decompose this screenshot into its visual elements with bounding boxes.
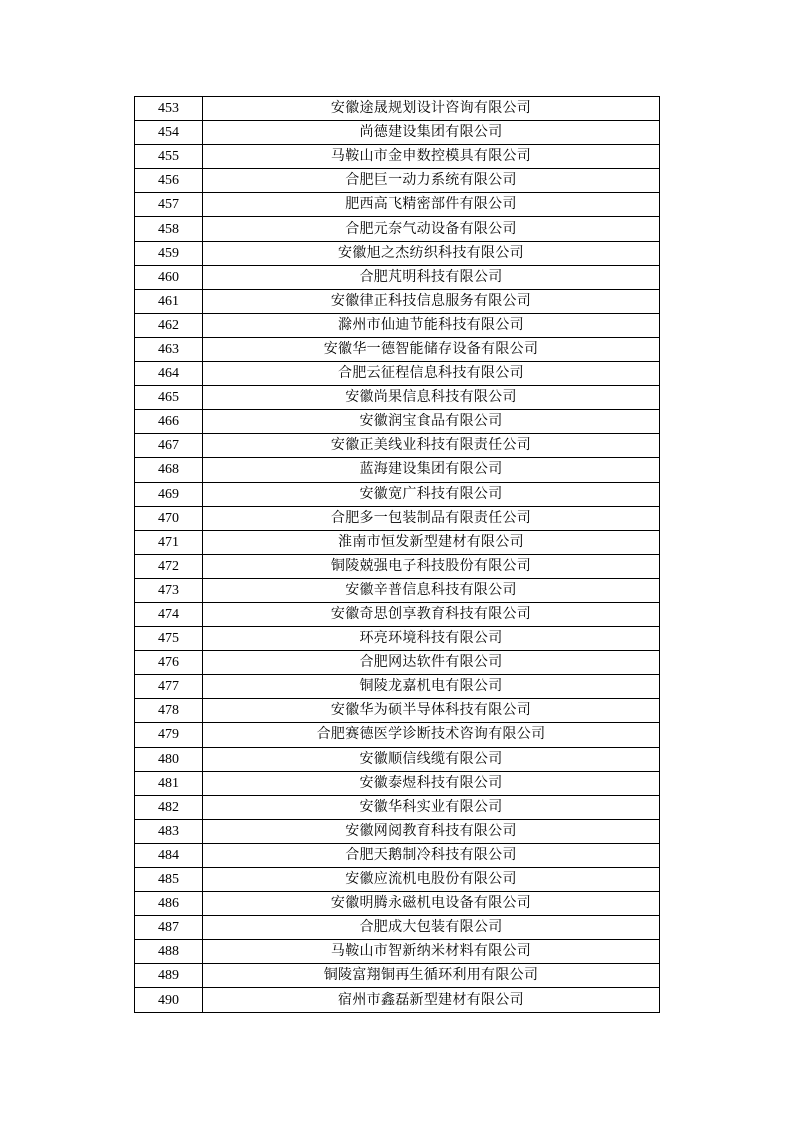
company-name-cell: 滁州市仙迪节能科技有限公司 — [203, 313, 660, 337]
company-name-cell: 安徽宽广科技有限公司 — [203, 482, 660, 506]
table-row — [135, 747, 660, 771]
company-name-cell: 安徽律正科技信息服务有限公司 — [203, 289, 660, 313]
table-row — [135, 313, 660, 337]
table-row — [135, 795, 660, 819]
table-row — [135, 892, 660, 916]
row-number-cell: 465 — [135, 386, 203, 410]
table-row — [135, 362, 660, 386]
table-row — [135, 241, 660, 265]
table-row — [135, 265, 660, 289]
row-number-cell: 462 — [135, 313, 203, 337]
table-row — [135, 530, 660, 554]
company-name-cell: 安徽尚果信息科技有限公司 — [203, 386, 660, 410]
row-number-cell: 458 — [135, 217, 203, 241]
row-number-cell: 478 — [135, 699, 203, 723]
company-name-cell: 马鞍山市智新纳米材料有限公司 — [203, 940, 660, 964]
row-number-cell: 466 — [135, 410, 203, 434]
company-name-cell: 合肥网达软件有限公司 — [203, 651, 660, 675]
table-row — [135, 121, 660, 145]
row-number-cell: 483 — [135, 819, 203, 843]
table-row — [135, 410, 660, 434]
row-number-cell: 477 — [135, 675, 203, 699]
company-list-table — [134, 96, 660, 1013]
company-name-cell: 安徽华科实业有限公司 — [203, 795, 660, 819]
company-name-cell: 安徽明腾永磁机电设备有限公司 — [203, 892, 660, 916]
table-row — [135, 337, 660, 361]
table-row — [135, 940, 660, 964]
row-number-cell: 488 — [135, 940, 203, 964]
company-name-cell: 安徽华一德智能储存设备有限公司 — [203, 337, 660, 361]
table-row — [135, 578, 660, 602]
row-number-cell: 453 — [135, 97, 203, 121]
row-number-cell: 470 — [135, 506, 203, 530]
company-name-cell: 肥西高飞精密部件有限公司 — [203, 193, 660, 217]
table-row — [135, 97, 660, 121]
company-name-cell: 安徽应流机电股份有限公司 — [203, 868, 660, 892]
company-name-cell: 铜陵龙嘉机电有限公司 — [203, 675, 660, 699]
row-number-cell: 476 — [135, 651, 203, 675]
company-name-cell: 宿州市鑫磊新型建材有限公司 — [203, 988, 660, 1012]
row-number-cell: 469 — [135, 482, 203, 506]
row-number-cell: 480 — [135, 747, 203, 771]
company-name-cell: 合肥成大包装有限公司 — [203, 916, 660, 940]
table-body — [135, 97, 660, 1013]
table-row — [135, 289, 660, 313]
company-name-cell: 安徽辛普信息科技有限公司 — [203, 578, 660, 602]
company-name-cell: 合肥芃明科技有限公司 — [203, 265, 660, 289]
company-name-cell: 环亮环境科技有限公司 — [203, 627, 660, 651]
table-row — [135, 843, 660, 867]
table-row — [135, 819, 660, 843]
row-number-cell: 482 — [135, 795, 203, 819]
row-number-cell: 455 — [135, 145, 203, 169]
table-row — [135, 458, 660, 482]
row-number-cell: 489 — [135, 964, 203, 988]
row-number-cell: 467 — [135, 434, 203, 458]
row-number-cell: 474 — [135, 602, 203, 626]
table-row — [135, 434, 660, 458]
row-number-cell: 472 — [135, 554, 203, 578]
row-number-cell: 456 — [135, 169, 203, 193]
row-number-cell: 459 — [135, 241, 203, 265]
row-number-cell: 471 — [135, 530, 203, 554]
row-number-cell: 463 — [135, 337, 203, 361]
table-row — [135, 145, 660, 169]
row-number-cell: 473 — [135, 578, 203, 602]
row-number-cell: 468 — [135, 458, 203, 482]
company-name-cell: 合肥天鹅制冷科技有限公司 — [203, 843, 660, 867]
table-row — [135, 916, 660, 940]
company-name-cell: 马鞍山市金申数控模具有限公司 — [203, 145, 660, 169]
row-number-cell: 487 — [135, 916, 203, 940]
table-row — [135, 482, 660, 506]
company-name-cell: 蓝海建设集团有限公司 — [203, 458, 660, 482]
table-row — [135, 964, 660, 988]
table-row — [135, 193, 660, 217]
row-number-cell: 457 — [135, 193, 203, 217]
row-number-cell: 479 — [135, 723, 203, 747]
company-name-cell: 安徽华为硕半导体科技有限公司 — [203, 699, 660, 723]
company-name-cell: 安徽正美线业科技有限责任公司 — [203, 434, 660, 458]
company-name-cell: 合肥巨一动力系统有限公司 — [203, 169, 660, 193]
table-row — [135, 723, 660, 747]
company-name-cell: 安徽奇思创享教育科技有限公司 — [203, 602, 660, 626]
row-number-cell: 461 — [135, 289, 203, 313]
table-row — [135, 506, 660, 530]
table-row — [135, 217, 660, 241]
row-number-cell: 490 — [135, 988, 203, 1012]
company-name-cell: 合肥元奈气动设备有限公司 — [203, 217, 660, 241]
company-name-cell: 安徽泰煜科技有限公司 — [203, 771, 660, 795]
table-row — [135, 868, 660, 892]
company-name-cell: 安徽润宝食品有限公司 — [203, 410, 660, 434]
company-name-cell: 淮南市恒发新型建材有限公司 — [203, 530, 660, 554]
company-name-cell: 合肥赛德医学诊断技术咨询有限公司 — [203, 723, 660, 747]
row-number-cell: 464 — [135, 362, 203, 386]
row-number-cell: 460 — [135, 265, 203, 289]
table-row — [135, 169, 660, 193]
table-row — [135, 771, 660, 795]
table-row — [135, 699, 660, 723]
table-row — [135, 554, 660, 578]
row-number-cell: 486 — [135, 892, 203, 916]
company-name-cell: 安徽旭之杰纺织科技有限公司 — [203, 241, 660, 265]
company-name-cell: 铜陵富翔铜再生循环利用有限公司 — [203, 964, 660, 988]
row-number-cell: 484 — [135, 843, 203, 867]
company-name-cell: 合肥云征程信息科技有限公司 — [203, 362, 660, 386]
table-row — [135, 651, 660, 675]
row-number-cell: 475 — [135, 627, 203, 651]
row-number-cell: 481 — [135, 771, 203, 795]
row-number-cell: 485 — [135, 868, 203, 892]
table-row — [135, 386, 660, 410]
company-name-cell: 铜陵兢强电子科技股份有限公司 — [203, 554, 660, 578]
company-name-cell: 安徽途晟规划设计咨询有限公司 — [203, 97, 660, 121]
table-row — [135, 675, 660, 699]
table-row — [135, 602, 660, 626]
company-name-cell: 合肥多一包装制品有限责任公司 — [203, 506, 660, 530]
company-name-cell: 尚德建设集团有限公司 — [203, 121, 660, 145]
table-row — [135, 627, 660, 651]
company-name-cell: 安徽顺信线缆有限公司 — [203, 747, 660, 771]
row-number-cell: 454 — [135, 121, 203, 145]
company-name-cell: 安徽网阅教育科技有限公司 — [203, 819, 660, 843]
table-row — [135, 988, 660, 1012]
